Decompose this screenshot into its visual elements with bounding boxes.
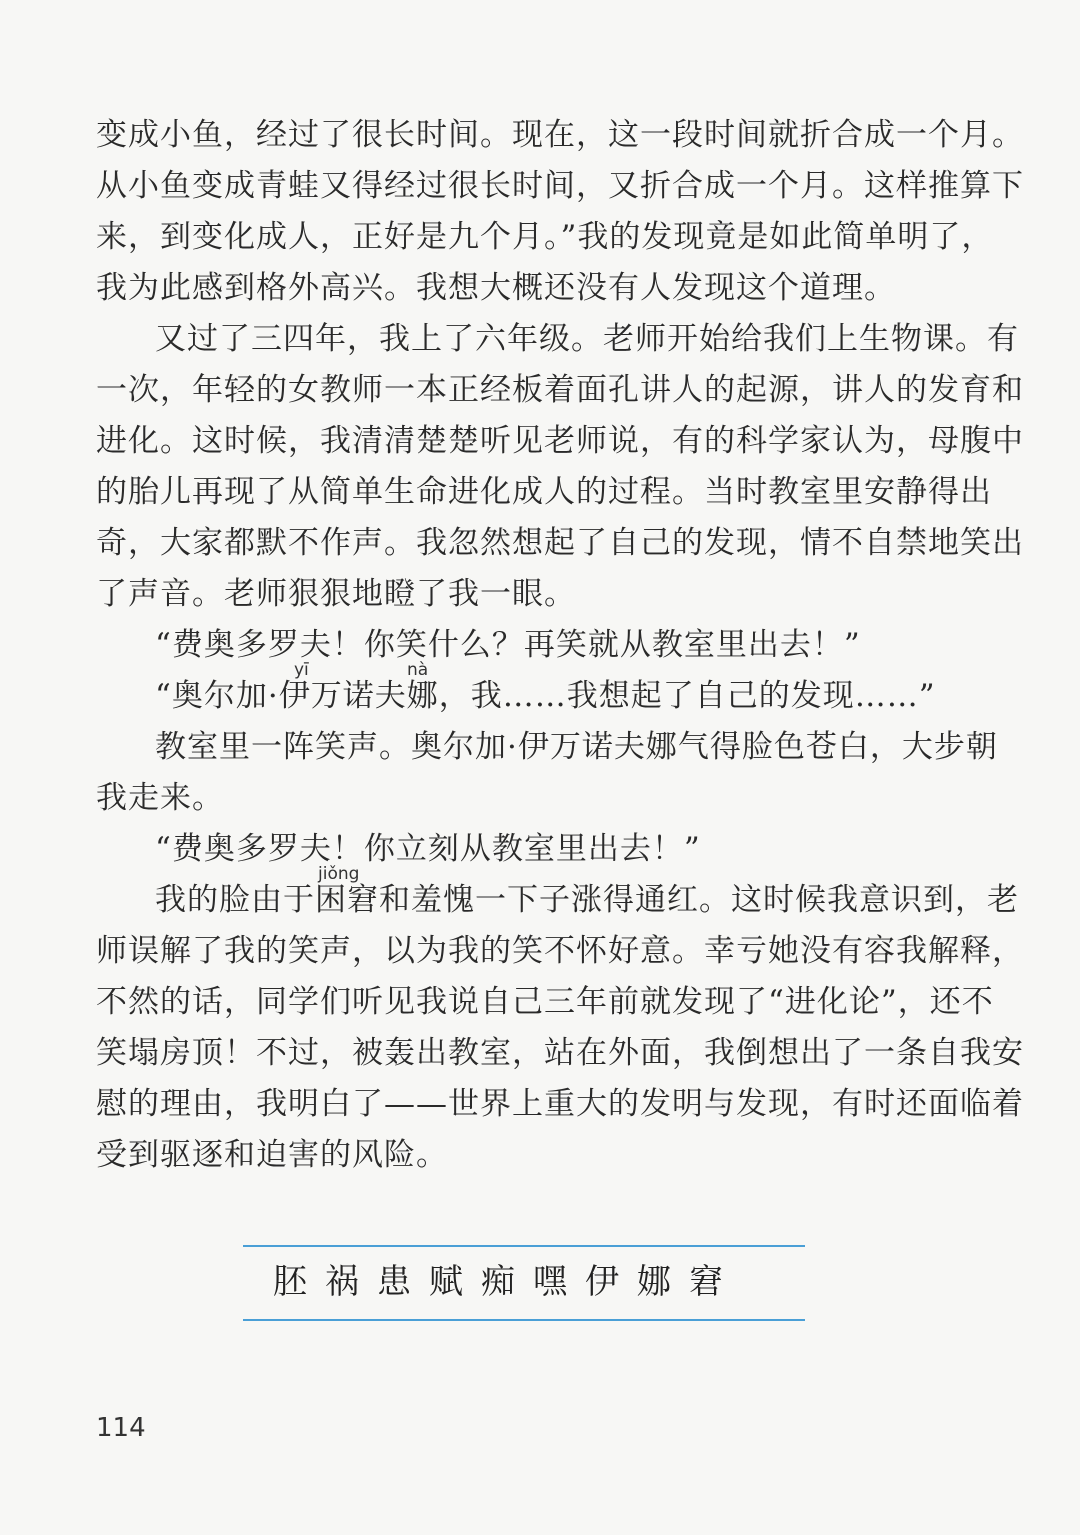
text-line: 奇，大家都默不作声。我忽然想起了自己的发现，情不自禁地笑出 [96,525,1024,561]
text-line: 变成小鱼，经过了很长时间。现在，这一段时间就折合成一个月。 [96,117,1024,153]
text-line: 不然的话，同学们听见我说自己三年前就发现了“进化论”，还不 [96,984,994,1020]
new-characters-list: 胚祸患赋痴嘿伊娜窘 [273,1262,741,1302]
text-line: 我为此感到格外高兴。我想大概还没有人发现这个道理。 [96,270,896,306]
paragraph-start-line: 我的脸由于困窘和羞愧一下子涨得通红。这时候我意识到，老 [155,882,1019,918]
text-line: 师误解了我的笑声，以为我的笑不怀好意。幸亏她没有容我解释， [96,933,1024,969]
text-line: 我走来。 [96,780,224,816]
text-line: 了声音。老师狠狠地瞪了我一眼。 [96,576,576,612]
pinyin-annotation: nà [407,660,429,680]
text-line: 的胎儿再现了从简单生命进化成人的过程。当时教室里安静得出 [96,474,992,510]
text-line: 一次，年轻的女教师一本正经板着面孔讲人的起源，讲人的发育和 [96,372,1024,408]
dialogue-line: “费奥多罗夫！你立刻从教室里出去！” [155,831,701,867]
pinyin-annotation: yī [294,660,309,680]
dialogue-line: “费奥多罗夫！你笑什么？再笑就从教室里出去！” [155,627,861,663]
new-characters-box [243,1245,805,1321]
text-line: 慰的理由，我明白了——世界上重大的发明与发现，有时还面临着 [96,1086,1024,1122]
paragraph-start-line: 又过了三四年，我上了六年级。老师开始给我们上生物课。有 [155,321,1019,357]
pinyin-annotation: jiǒng [318,864,360,884]
page-number: 114 [96,1413,146,1443]
text-line: 从小鱼变成青蛙又得经过很长时间，又折合成一个月。这样推算下 [96,168,1024,204]
text-line: 进化。这时候，我清清楚楚听见老师说，有的科学家认为，母腹中 [96,423,1024,459]
text-line: 笑塌房顶！不过，被轰出教室，站在外面，我倒想出了一条自我安 [96,1035,1024,1071]
paragraph-start-line: 教室里一阵笑声。奥尔加·伊万诺夫娜气得脸色苍白，大步朝 [155,729,998,765]
dialogue-line: “奥尔加·伊万诺夫娜，我……我想起了自己的发现……” [155,678,936,714]
text-line: 受到驱逐和迫害的风险。 [96,1137,448,1173]
text-line: 来，到变化成人，正好是九个月。”我的发现竟是如此简单明了， [96,219,994,255]
